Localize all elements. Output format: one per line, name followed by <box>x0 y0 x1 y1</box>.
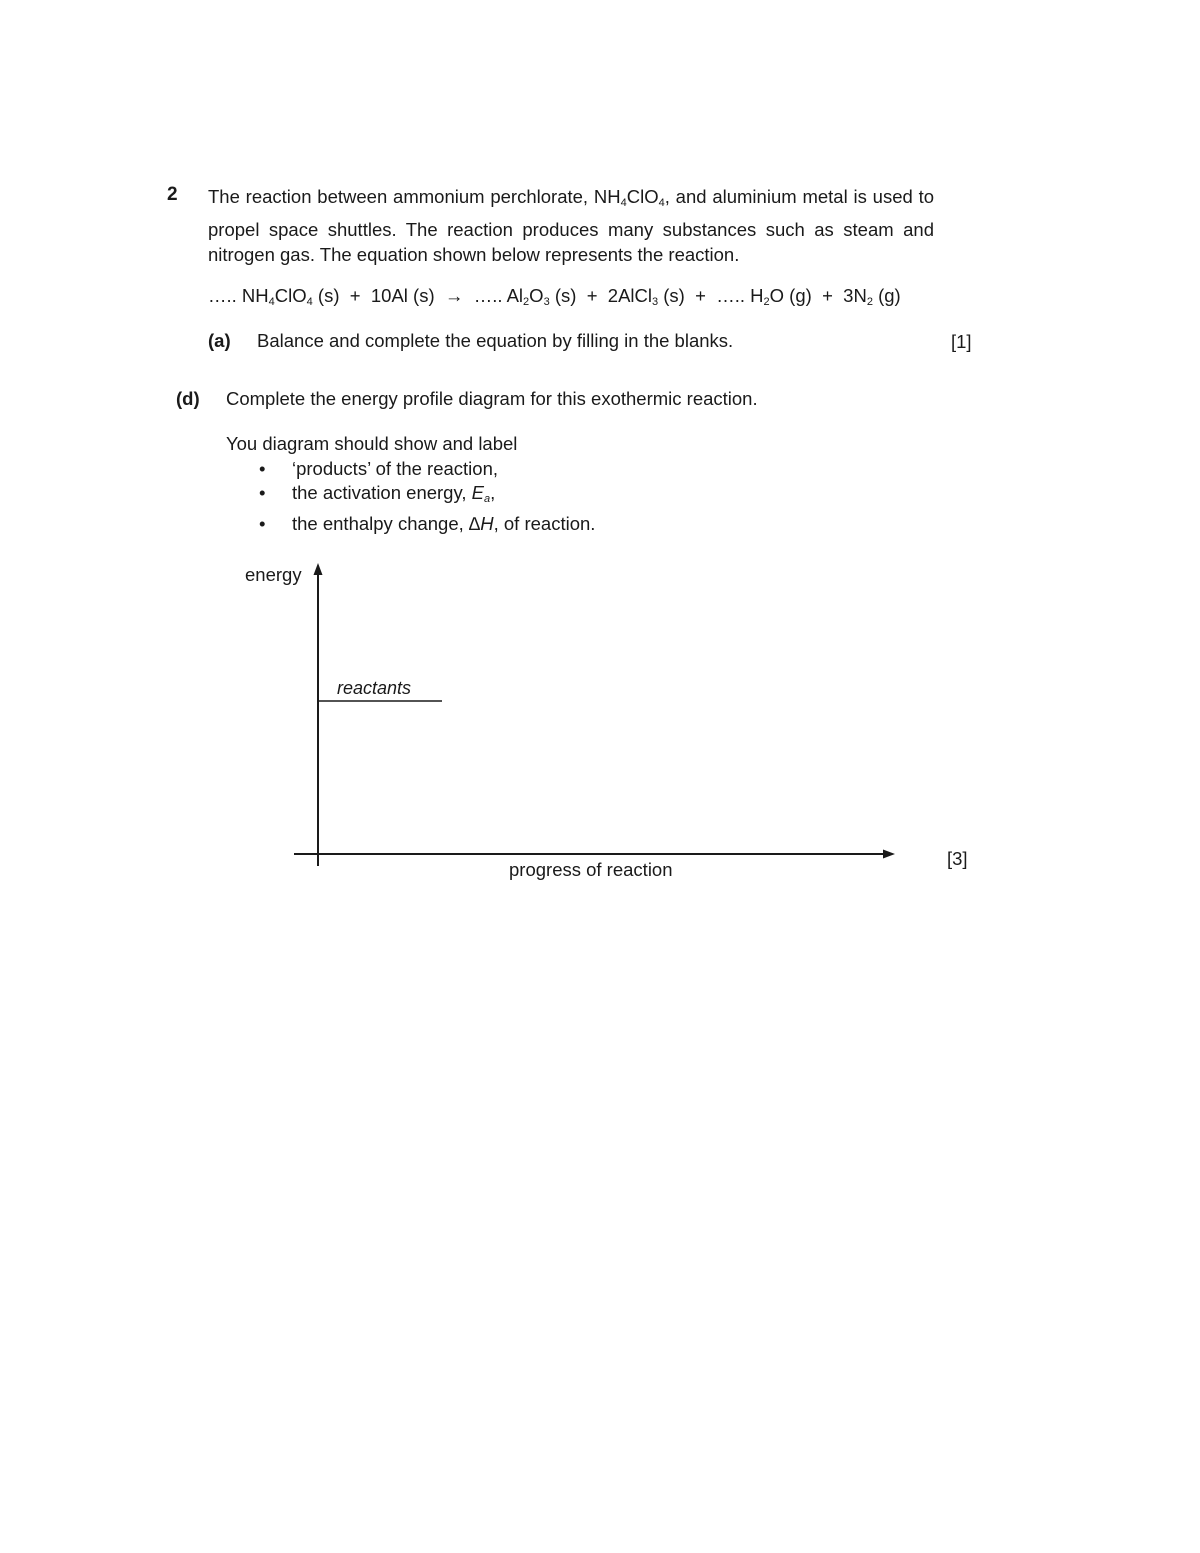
bullet-icon: • <box>259 482 266 503</box>
instruction-text: You diagram should show and label <box>226 433 518 454</box>
x-axis-label: progress of reaction <box>509 859 673 880</box>
bullet-icon: • <box>259 512 266 534</box>
equation-blank-1: ….. <box>208 285 237 306</box>
part-a-text: Balance and complete the equation by filling in the blanks. <box>257 330 734 351</box>
y-axis-label: energy <box>245 564 302 585</box>
part-d-marks: [3] <box>947 848 968 869</box>
y-axis-arrowhead-icon <box>314 563 323 575</box>
bullet-icon: • <box>259 457 266 479</box>
list-item: • the enthalpy change, ∆H, of reaction. <box>226 512 595 537</box>
reaction-arrow: → <box>444 285 464 306</box>
x-axis-arrowhead-icon <box>883 850 895 859</box>
question-intro: The reaction between ammonium perchlorate, $NH_4ClO_4$, and aluminium metal is used to propel space shuttles. The reaction produces many substances such as steam and nitrogen gas. The equation shown below represents the reaction. <box>208 186 935 265</box>
part-d-label: (d) <box>176 388 200 409</box>
part-d-text: Complete the energy profile diagram for this exothermic reaction. <box>226 388 758 409</box>
chemical-equation: ….. $NH_4ClO_4$ (s) + 10Al (s) → ….. $Al_2O_3$ (s) + 2AlCl$_3$ (s) + ….. $H_2O$ $(g) + 3N_2$ (g) <box>208 285 901 308</box>
equation-blank-3: ….. <box>716 285 745 306</box>
part-a-label: (a) <box>208 330 231 351</box>
equation-blank-2: ….. <box>473 285 503 306</box>
reactants-label: reactants <box>337 678 412 698</box>
list-item: • the activation energy, $E_a$, <box>259 482 496 505</box>
question-number: 2 <box>167 184 178 205</box>
part-a-marks: [1] <box>951 331 972 352</box>
list-item: • ‘products’ of the reaction, <box>226 457 595 482</box>
